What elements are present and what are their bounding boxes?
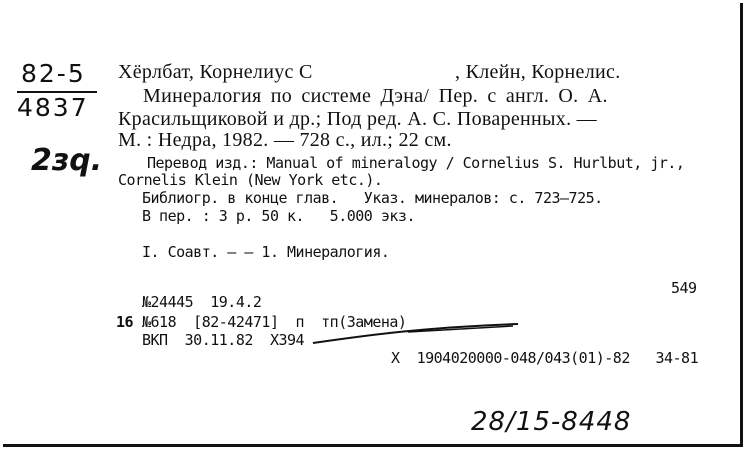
handwritten-inventory-number: 28/15-8448	[471, 407, 632, 437]
entry-co-author: , Клейн, Корнелис.	[455, 61, 621, 83]
translation-note-line-1: Перевод изд.: Manual of mineralogy / Cornelius S. Hurlbut, jr.,	[147, 154, 685, 172]
bibliography-note: Библиогр. в конце глав. Указ. минералов: с. 723—725.	[142, 189, 603, 207]
translation-note-line-2: Cornelis Klein (New York etc.).	[118, 171, 383, 189]
register-line-3: ВКП 30.11.82 Х394	[142, 331, 305, 349]
entry-title-line-2: Красильщиковой и др.; Под ред. А. С. Поваренных. —	[118, 108, 597, 130]
card-number: 549	[671, 279, 697, 297]
entry-imprint: М. : Недра, 1982. — 728 с., ил.; 22 см.	[118, 129, 452, 151]
entry-heading: Хёрлбат, Корнелиус С	[118, 61, 313, 83]
pen-stroke	[308, 321, 528, 351]
classification-code: X 1904020000-048/043(01)-82 34-81	[391, 349, 699, 367]
entry-title-line-1: Минералогия по системе Дэна/ Пер. с англ. О. А.	[143, 85, 608, 107]
shelf-mark-top: 82-5	[21, 59, 86, 88]
register-prefix: 16	[116, 313, 134, 331]
register-line-2: №618 [82-42471] п тп(Замена)	[142, 313, 407, 331]
price-note: В пер. : 3 р. 50 к. 5.000 экз.	[142, 207, 415, 225]
tracing: I. Соавт. — — 1. Минералогия.	[142, 243, 390, 261]
handwritten-note: 2зq.	[31, 143, 103, 178]
register-line-1: №24445 19.4.2	[142, 293, 262, 311]
shelf-mark-bottom: 4837	[17, 93, 89, 122]
catalog-card	[3, 3, 743, 447]
